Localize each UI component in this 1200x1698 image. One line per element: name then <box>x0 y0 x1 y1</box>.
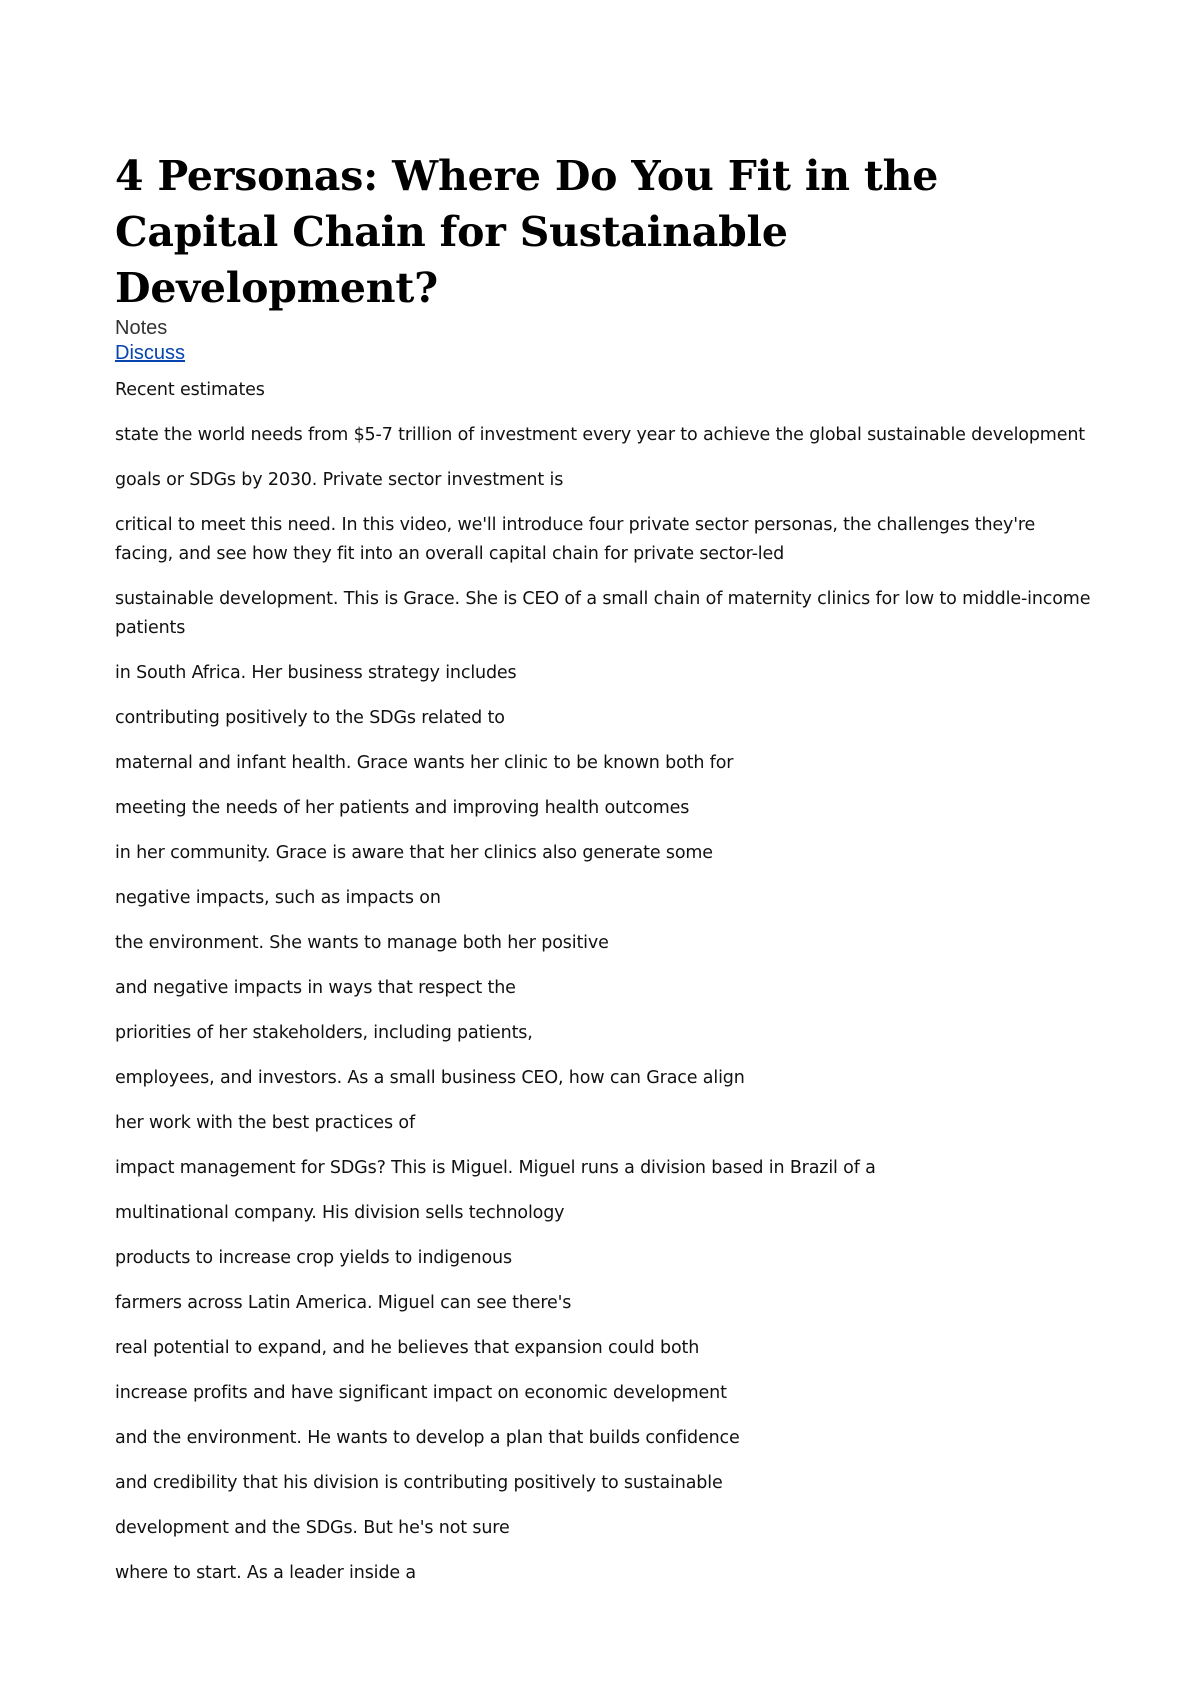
notes-label: Notes <box>115 317 168 339</box>
paragraph: in South Africa. Her business strategy includes <box>115 663 517 683</box>
document-page <box>115 148 1095 1604</box>
discuss-link[interactable]: Discuss <box>115 342 186 364</box>
paragraph: and negative impacts in ways that respect the <box>115 978 516 998</box>
paragraph: and the environment. He wants to develop a plan that builds confidence <box>115 1428 740 1448</box>
transcript-body <box>115 376 1095 1588</box>
paragraph: negative impacts, such as impacts on <box>115 888 441 908</box>
paragraph: Recent estimates <box>115 380 265 400</box>
paragraph: the environment. She wants to manage both her positive <box>115 933 609 953</box>
paragraph: goals or SDGs by 2030. Private sector investment is <box>115 470 564 490</box>
paragraph: maternal and infant health. Grace wants her clinic to be known both for <box>115 753 734 773</box>
paragraph: in her community. Grace is aware that her clinics also generate some <box>115 843 713 863</box>
paragraph: employees, and investors. As a small business CEO, how can Grace align <box>115 1068 745 1088</box>
paragraph: products to increase crop yields to indigenous <box>115 1248 512 1268</box>
paragraph: multinational company. His division sells technology <box>115 1203 565 1223</box>
paragraph: increase profits and have significant impact on economic development <box>115 1383 727 1403</box>
paragraph: priorities of her stakeholders, including patients, <box>115 1023 533 1043</box>
paragraph: where to start. As a leader inside a <box>115 1563 416 1583</box>
paragraph: and credibility that his division is contributing positively to sustainable <box>115 1473 723 1493</box>
paragraph: impact management for SDGs? This is Miguel. Miguel runs a division based in Brazil of a <box>115 1158 876 1178</box>
paragraph: development and the SDGs. But he's not sure <box>115 1518 510 1538</box>
paragraph: critical to meet this need. In this video, we'll introduce four private sector personas, the challenges they're facing, and see how they fit into an overall capital chain for private sector-led <box>115 515 1036 564</box>
paragraph: contributing positively to the SDGs related to <box>115 708 505 728</box>
paragraph: sustainable development. This is Grace. She is CEO of a small chain of maternity clinics for low to middle-income patients <box>115 589 1091 638</box>
paragraph: state the world needs from $5-7 trillion of investment every year to achieve the global sustainable development <box>115 425 1085 445</box>
paragraph: farmers across Latin America. Miguel can see there's <box>115 1293 572 1313</box>
page-title: 4 Personas: Where Do You Fit in the Capital Chain for Sustainable Development? <box>115 152 939 312</box>
paragraph: real potential to expand, and he believes that expansion could both <box>115 1338 700 1358</box>
paragraph: her work with the best practices of <box>115 1113 415 1133</box>
paragraph: meeting the needs of her patients and improving health outcomes <box>115 798 690 818</box>
discuss-row <box>115 341 1095 366</box>
